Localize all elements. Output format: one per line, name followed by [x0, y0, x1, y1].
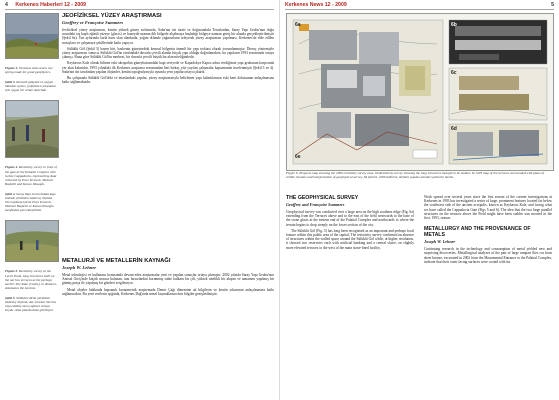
- paragraph: Metal objeler hakkında kapsamlı kronometrik araştırmada Demir Çağı dönemine ait bilgilerin ve kentin yıkımının anlaşılmasına katkı sağlanacaktır. Bu yeni verilerin ışığında, Kerkenes Dağ'ında metal kaynaklarına dair bilgiler genişletilmiştir.: [62, 287, 274, 296]
- caption-sekil4: [5, 192, 57, 212]
- article-author: Joseph W. Lehner: [62, 265, 97, 270]
- figure-label-6e: 6e: [295, 154, 301, 160]
- survey-map-figure: [286, 13, 554, 171]
- left-article2-column: [62, 258, 274, 298]
- left-page: [0, 0, 279, 400]
- figure-label-6d: 6d: [451, 126, 457, 132]
- paragraph: Geophysical survey was conducted over a large area on the high southern ridge (Fig. 6a) extending from the Terraces above and to the east of the field westwards to the base of the stone glacis at the eastern end of the Palatial Complex and northwards to where the terrain begins to drop steeply on the lower section of the city.: [286, 210, 414, 227]
- gate-survey-photo: [5, 100, 59, 158]
- paragraph: Bu çalışmada Sülüklü Göl'deki ve teraslardaki yapılar, yüzey araştırmasıyla belirlenen yapı kalıntılarının eski kent dokusunun anlaşılmasına katkı sağlamaktadır.: [62, 76, 274, 85]
- journal-title: Kerkenes News 12 - 2009: [285, 2, 347, 8]
- right-left-column: [286, 195, 414, 252]
- right-page-number-wrap: [551, 2, 554, 8]
- caption-text: Resistivity survey at the Leech Pond, long structures built on the narrow terraces at the perhaps earlier. The Kale (Castle), in distance, dominates the horizon.: [5, 269, 57, 290]
- page-number: 4: [5, 2, 8, 8]
- header-rule: [285, 9, 554, 10]
- figure-label-6c: 6c: [451, 70, 457, 76]
- article-author: Geoffrey and Françoise Summers: [286, 202, 345, 207]
- caption-label: Figure 3.: [5, 66, 18, 70]
- caption-text: Sülüklü Göl'de yürütülen özdirenç ölçümü, dar teraslar üzerine inşa edilmiş uzun yapıları ortaya koydu. Arka planda Kale görülüyor.: [5, 295, 57, 313]
- figure-6-caption: Figure 6. Progress map showing the 2009 resistivity survey area. 6b Resistivity survey showing the long structures thought to be stables. 6c GPS map of the terraces surrounded with plans of visible remains and interpretation of geophysical survey. 6d Şekil 6. 2009 özdirenç ölçümü yapılan alanları gösteren harita.: [286, 171, 545, 180]
- right-right-column: [424, 195, 552, 266]
- left-photo-column: [5, 13, 57, 318]
- sky-photo: [5, 13, 59, 59]
- caption-fig4: [5, 165, 57, 185]
- figure-label-6b: 6b: [451, 22, 457, 28]
- article-author: Geoffrey ve Françoise Summers: [62, 20, 124, 25]
- paragraph: Metal teknolojisi ve kullanımı konusunda devam eden araştırmalar yeni ve yapılan sonuçlar ortaya çıkmıştır. 2002 yılında Saray Yapı Grubu'nun Anıtsal Giriş'inde küçük sonuca bulunan, tanı hırsızlardan korunmuş sahte kalkanı bir çift, yüksek nitelikli bir alaşım ve tamamen yapılmış bir gümüş parça ile yapılmış bir gönderi sergileniyor.: [62, 273, 274, 286]
- article-title: METALLURGY AND THE PROVENANCE OF METALS: [424, 226, 531, 239]
- paragraph: Work spread over several years since the first season of the current investigations at Kerkenes in 1993 has investigated a series of large, prominent features located far below the southwest side of the ancient acropolis, known as Keykavus Kale, and facing what we have called the Cappadocia Gate (Figs 5 and 6). The idea that the two large parallel structures on the terraces above the Field might have been stables was mooted in the first, 1993, season.: [424, 195, 552, 221]
- right-page: [280, 0, 559, 400]
- left-article-column: [62, 13, 274, 86]
- paragraph: Jeofiziksel yüzey araştırması, kentin yüksek güney sırtlarında, Saba'nın üst tarafı ve doğusundaki Teraslardan, Saray Yapı Grubu'nun doğu ucundaki taş kaplı eğimli yüzeye (glacis) ve kuzeyde uzanan dik bölgede alçalmaya başladığı bölgeye uzanan geniş bir alanda gerçekleştirilmiştir (Şekil 6a). Yaz aylarında fazla kuru olan alanlarda, yoğun iklimde yağmurların izleyerek yüzey araştırması yapılması, Kerkenes'de elde edilen sonuçlara ve çalışmaya şekillerinde katkı yapıyor.: [62, 28, 274, 45]
- paragraph: Sülüklü Göl (Şekil 5) bazen biri, baskenin güneyindeki kemsal bölgenin önemli bir yapı noktası olarak yorumlanmıştır. Direnç yöntemiyle yüzey araştırması sonucu, Sülüklü Göl'ün etrafındaki duvarla çevrili alanda birçok yapı olduğu doğrulanırken, bu yapıların 1993 sezonunda ortaya çıkmışı. Buna göre Sülüklü Göl'ün merkezi, bir duvarla çevrili büyük bir alan niteliğindedir.: [62, 46, 274, 60]
- article-title: METALURJİ VE METALLERİN KAYNAĞI: [62, 258, 171, 264]
- article-title: JEOFİZİKSEL YÜZEY ARAŞTIRMASI: [62, 13, 162, 19]
- article-title: THE GEOPHYSICAL SURVEY: [286, 195, 359, 201]
- paragraph: Keykavus Kale olarak bilinen eski akropolün güneybatısındaki kapı seviyede ve Kapadokya Kapısı adını verdiğimiz yapı grubunun karşısında yer alan kalıntılar, 1993 yılındaki ilk Kerkenes araştırma sezonundan beri birkaç yıla yayılan çalışmalar kapsamında incelenmiştir (Şekil 3 ve 4). Saba'nın üst tarafından yapılan ölçümler, kentin topoğrafyasıyla uyumlu yeni yapılar ortaya çıkardı.: [62, 61, 274, 74]
- caption-label: Figure 4.: [5, 165, 18, 170]
- header-rule: [5, 9, 274, 10]
- caption-text: Resistivity survey in front of the gate at the Palatial Complex with Gebze Cappadocia, representing data collected by Enes Tercanlı. Mehmet Başbelli and Kenan Ilhaoğlu.: [5, 165, 57, 186]
- caption-label: Figure 5.: [5, 269, 18, 274]
- caption-text: Saray Yapı Grubu'ndaki kapı önünde yürütülen özdirenç ölçümü. Veri toplama işlemi Enes Tercanlı, Mehmet Başbelli ve Kenan Ilhaoğlu tarafından gerçekleştirildi.: [5, 191, 56, 213]
- caption-sekil3: [5, 80, 57, 92]
- paragraph: Continuing research in the technology and consumption of metal yielded new and surprising discoveries. Metallurgical analyses of the pair of large rampart flies cut from sheet bronze, excavated in 2002 from the Monumental Entrance to the Palatial Complex, indicate that their outer facing surfaces were coated with tin.: [424, 247, 552, 264]
- left-page-header: [5, 2, 86, 8]
- article-author: Joseph W. Lehner: [424, 239, 456, 245]
- caption-fig5: [5, 269, 57, 289]
- caption-text: Kasvetli gökyüzü ve yağışlı ilkbahar ayları, jeofiziksel çalışmalar için uygun bir ortam hazırladı.: [5, 80, 57, 93]
- figure-label-6a: 6a: [295, 22, 301, 28]
- caption-label: Şekil 3.: [5, 80, 16, 85]
- caption-label: Şekil 4.: [5, 191, 16, 196]
- leech-pond-photo: [5, 220, 59, 262]
- survey-map: [287, 14, 553, 170]
- caption-fig3: [5, 66, 57, 74]
- caption-label: Şekil 5.: [5, 295, 16, 300]
- page-number: 5: [551, 2, 554, 8]
- caption-sekil5: [5, 296, 57, 312]
- journal-title: Kerkenes Haberleri 12 - 2009: [15, 2, 86, 8]
- right-page-header: [285, 2, 347, 8]
- caption-text: Ominous skies and a wet spring made for good geophysics.: [5, 66, 53, 75]
- paragraph: The Sülüklü Göl (Fig. 5) has long been recognised as an important and perhaps focal feature within this public area of the capital. The resistivity survey confirmed an absence of structures within the walled space around the Sülüklü Göl while, at higher resolution, it showed two reservoirs each with artificial banking and a central sluice, on slightly more elevated terraces to the west of the main stone-lined facility.: [286, 228, 414, 250]
